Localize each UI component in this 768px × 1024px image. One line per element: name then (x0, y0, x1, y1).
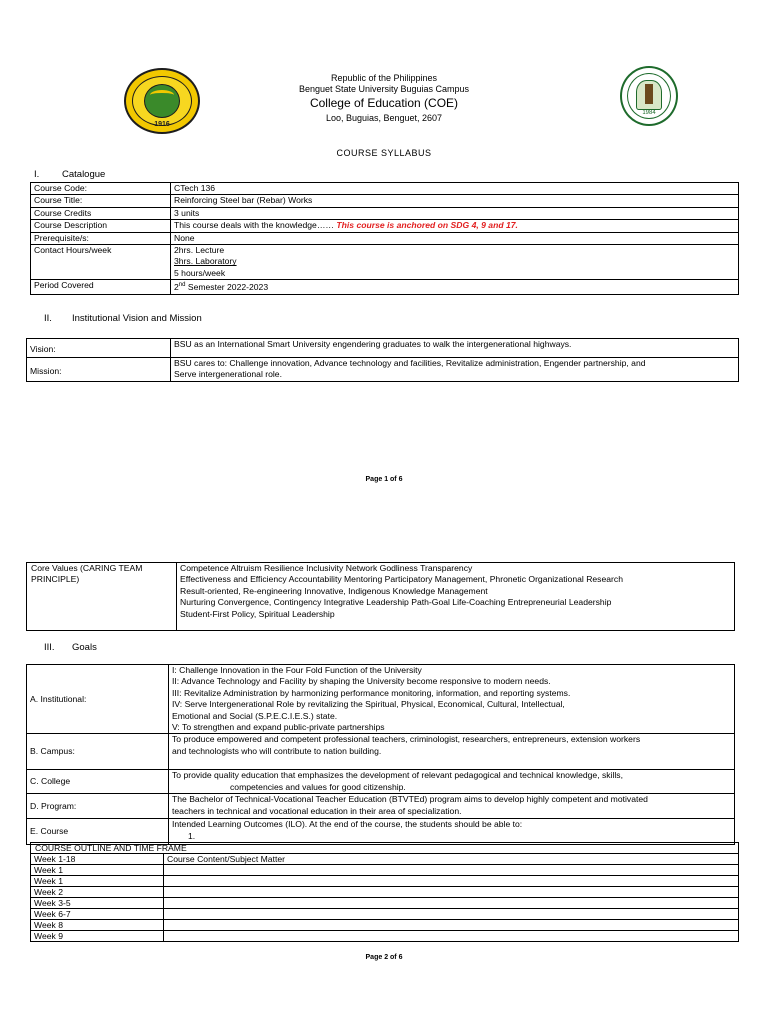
content-cell (164, 898, 739, 909)
content-cell (164, 876, 739, 887)
core-values-line: Effectiveness and Efficiency Accountability Mentoring Participatory Management, Phronetic Organizational Research (180, 574, 623, 585)
section-title: Goals (72, 642, 97, 653)
table-row (31, 887, 739, 898)
college-goal (169, 770, 735, 794)
document-title: COURSE SYLLABUS (336, 148, 432, 158)
content-cell (164, 909, 739, 920)
table-row (31, 843, 739, 854)
table-row (31, 931, 739, 942)
goal-line: Intended Learning Outcomes (ILO). At the end of the course, the students should be able to: (172, 819, 523, 830)
content-cell (164, 920, 739, 931)
core-values-line: Competence Altruism Resilience Inclusivity Network Godliness Transparency (180, 563, 473, 573)
seal-year: 1984 (642, 109, 656, 116)
page-number: Page 2 of 6 (365, 954, 403, 961)
vision-text: BSU as an International Smart University engendering graduates to walk the intergenerational highways. (171, 339, 739, 358)
mission-line: BSU cares to: Challenge innovation, Advance technology and facilities, Revitalize administration, Engender partnership, and (174, 358, 646, 368)
table-row (27, 734, 735, 770)
core-values-label: Core Values (CARING TEAM PRINCIPLE) (27, 563, 177, 631)
institutional-goals (169, 665, 735, 734)
core-values-table (26, 562, 735, 631)
week-cell: Week 3-5 (31, 898, 164, 909)
course-goal (169, 819, 735, 845)
contact-total: 5 hours/week (174, 267, 226, 278)
week-cell: Week 1 (31, 876, 164, 887)
course-description-text: This course deals with the knowledge…… (174, 220, 335, 231)
program-label: D. Program: (27, 794, 169, 819)
row-value (171, 280, 739, 294)
goal-line: II: Advance Technology and Facility by shaping the University become responsive to modern needs. (172, 676, 551, 687)
course-outline-table (30, 842, 739, 942)
row-label: Period Covered (31, 280, 171, 294)
table-row (31, 207, 739, 219)
row-value: None (171, 232, 739, 244)
campus-label: B. Campus: (27, 734, 169, 770)
table-row (31, 876, 739, 887)
row-label: Course Description (31, 220, 171, 232)
row-value: CTech 136 (171, 183, 739, 195)
week-cell: Week 9 (31, 931, 164, 942)
goal-line: To provide quality education that emphasizes the development of relevant pedagogical and technical knowledge, skills, (172, 770, 623, 781)
sdg-note: This course is anchored on SDG 4, 9 and 17. (336, 220, 518, 231)
period-suffix: Semester 2022-2023 (185, 282, 269, 293)
table-row (31, 183, 739, 195)
page-number: Page 1 of 6 (365, 476, 403, 483)
contact-laboratory: 3hrs. Laboratory (174, 256, 237, 267)
header-college: College of Education (COE) (309, 96, 459, 110)
header-republic: Republic of the Philippines (330, 73, 438, 83)
outline-title: COURSE OUTLINE AND TIME FRAME (31, 843, 739, 854)
table-row (31, 232, 739, 244)
table-row (31, 854, 739, 865)
table-row (31, 280, 739, 294)
section-heading-goals (44, 642, 97, 653)
table-row (27, 339, 739, 358)
college-label: C. College (27, 770, 169, 794)
header-address: Loo, Buguias, Benguet, 2607 (325, 113, 443, 123)
table-row (27, 794, 735, 819)
content-cell (164, 865, 739, 876)
table-row (31, 909, 739, 920)
core-values-text (177, 563, 735, 631)
row-label: Course Code: (31, 183, 171, 195)
institutional-label: A. Institutional: (27, 665, 169, 734)
week-cell: Week 1 (31, 865, 164, 876)
goal-line: competencies and values for good citizenship. (230, 781, 406, 792)
period-prefix: 2 (174, 282, 179, 293)
section-heading-catalogue (34, 169, 105, 180)
period-sup: nd (178, 282, 186, 289)
row-label: Course Credits (31, 207, 171, 219)
mission-label: Mission: (27, 358, 171, 382)
section-number: II. (44, 313, 52, 324)
table-row (27, 665, 735, 734)
goal-line: IV: Serve Intergenerational Role by revitalizing the Spiritual, Physical, Economical, Cultural, Intellectual, (172, 699, 565, 710)
table-row (27, 770, 735, 794)
table-row (31, 865, 739, 876)
course-label: E. Course (27, 819, 169, 845)
goal-line: and technologists who will contribute to nation building. (172, 745, 382, 756)
section-number: III. (44, 642, 55, 653)
goals-table (26, 664, 735, 845)
row-value (171, 245, 739, 280)
core-values-line: Nurturing Convergence, Contingency Integrative Leadership Path-Goal Life-Coaching Entrepreneurial Leadership (180, 597, 612, 608)
mission-text (171, 358, 739, 382)
section-title: Catalogue (62, 169, 106, 180)
table-row (31, 220, 739, 232)
goal-line: I: Challenge Innovation in the Four Fold Function of the University (172, 665, 422, 675)
mission-line: Serve intergenerational role. (174, 369, 282, 380)
vision-label: Vision: (27, 339, 171, 358)
goal-line: III: Revitalize Administration by harmonizing performance monitoring, information, and reporting systems. (172, 687, 571, 698)
section-title: Institutional Vision and Mission (72, 313, 202, 324)
campus-goal (169, 734, 735, 770)
row-value: Reinforcing Steel bar (Rebar) Works (171, 195, 739, 207)
program-goal (169, 794, 735, 819)
vision-mission-table (26, 338, 739, 382)
catalogue-table (30, 182, 739, 295)
row-label: Course Title: (31, 195, 171, 207)
table-row (31, 898, 739, 909)
goal-line: To produce empowered and competent professional teachers, criminologist, researchers, entrepreneurs, extension workers (172, 734, 641, 745)
outline-col-content: Course Content/Subject Matter (164, 854, 739, 865)
row-value (171, 220, 739, 232)
content-cell (164, 931, 739, 942)
ilo-item: 1. (188, 830, 196, 841)
goal-line: V: To strengthen and expand public-private partnerships (172, 722, 385, 733)
table-row (27, 563, 735, 631)
goal-line: Emotional and Social (S.P.E.C.I.E.S.) state. (172, 710, 338, 721)
core-values-line: Student-First Policy, Spiritual Leadership (180, 608, 335, 619)
goal-line: teachers in technical and vocational education in their area of specialization. (172, 805, 462, 816)
row-label: Prerequisite/s: (31, 232, 171, 244)
table-row (27, 819, 735, 845)
week-cell: Week 2 (31, 887, 164, 898)
content-cell (164, 887, 739, 898)
row-value: 3 units (171, 207, 739, 219)
goal-line: The Bachelor of Technical-Vocational Teacher Education (BTVTEd) program aims to develop highly competent and motivated (172, 794, 648, 805)
row-label: Contact Hours/week (31, 245, 171, 280)
seal-year: 1916 (154, 120, 170, 128)
section-heading-vision-mission (44, 313, 202, 324)
outline-col-week: Week 1-18 (31, 854, 164, 865)
table-row (31, 195, 739, 207)
section-number: I. (34, 169, 40, 180)
table-row (27, 358, 739, 382)
contact-lecture: 2hrs. Lecture (174, 245, 225, 256)
table-row (31, 245, 739, 280)
core-values-line: Result-oriented, Re-engineering Innovative, Indigenous Knowledge Management (180, 585, 488, 596)
table-row (31, 920, 739, 931)
header-university: Benguet State University Buguias Campus (298, 84, 470, 94)
week-cell: Week 8 (31, 920, 164, 931)
week-cell: Week 6-7 (31, 909, 164, 920)
